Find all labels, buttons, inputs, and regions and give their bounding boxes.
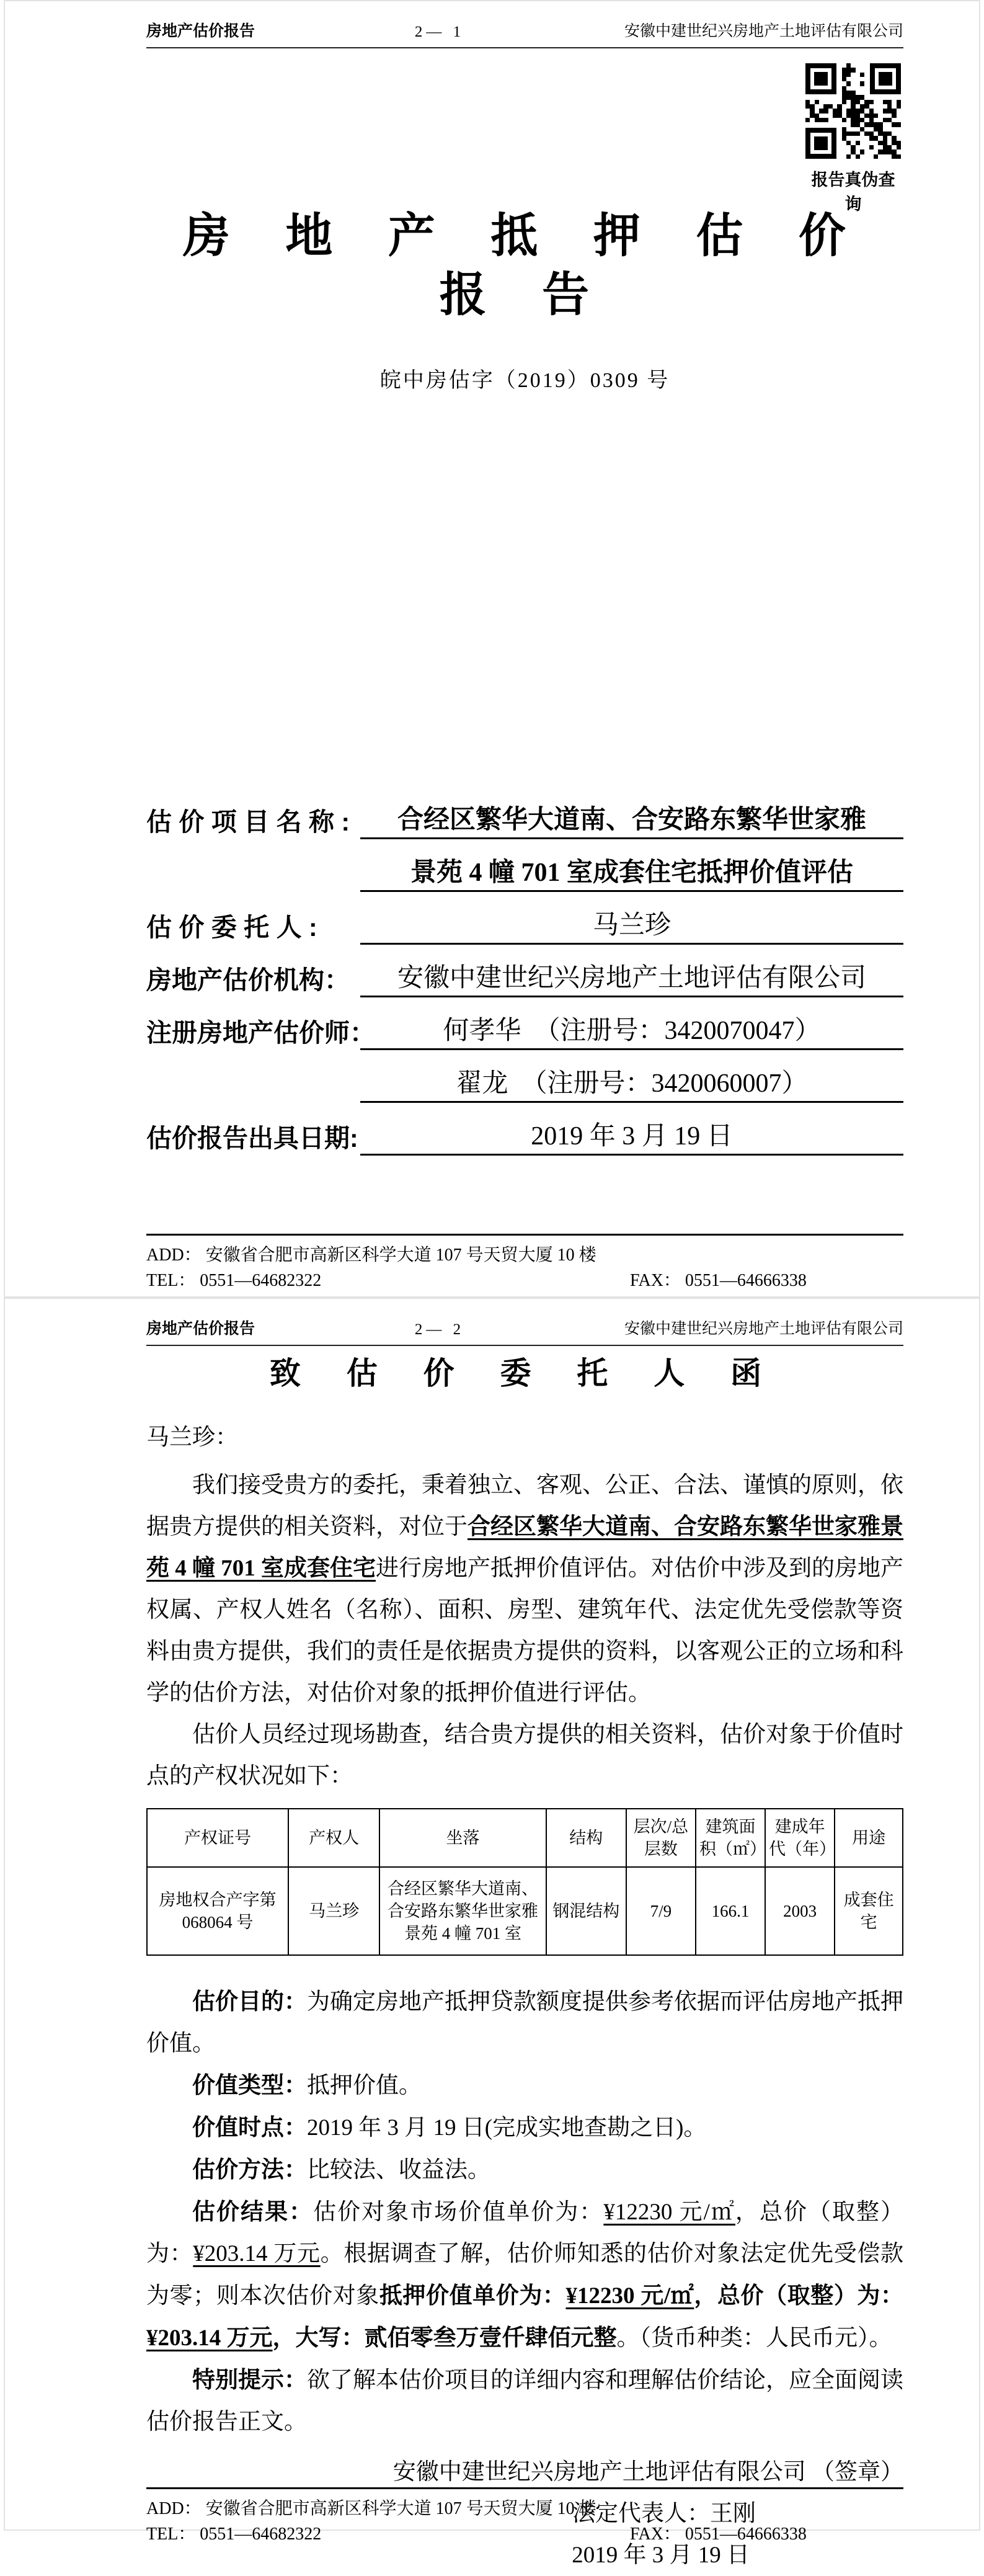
cell-location: 合经区繁华大道南、合安路东繁华世家雅景苑 4 幢 701 室 <box>379 1867 546 1955</box>
salutation: 马兰珍： <box>146 1425 238 1450</box>
mortgage-price-label: 抵押价值单价为： <box>379 2283 566 2308</box>
intro-text-2: 进行房地产抵押价值评估。对估价中涉及到的房地产权属、产权人姓名（名称）、面积、房型、建筑年代、法定优先受偿款等资料由贵方提供，我们的责任是依据贵方提供的资料，以客观公正的立场和科学的估价方法，对估价对象的抵押价值进行评估。 <box>146 1556 903 1706</box>
appraiser-value-1: 何孝华 （注册号：3420070047） <box>360 1014 903 1050</box>
market-total-price: ¥203.14 万元 <box>193 2241 321 2266</box>
cell-certificate: 房地权合产字第 068064 号 <box>147 1867 288 1955</box>
result-text-3: 。根据调查了解，估价师知悉的估价对象法定优先受偿款为零；则本次估价对象 <box>146 2241 904 2309</box>
project-name-row <box>146 803 903 839</box>
method-text: 比较法、收益法。 <box>307 2157 490 2183</box>
purpose-text: 为确定房地产抵押贷款额度提供参考依据而评估房地产抵押价值。 <box>146 1989 903 2056</box>
letter-to-client-page <box>4 1298 980 2568</box>
value-type-text: 抵押价值。 <box>307 2073 422 2098</box>
client-label: 估 价 委 托 人 : <box>146 913 317 942</box>
result-label: 估价结果： <box>192 2199 314 2224</box>
project-name-value-line1: 合经区繁华大道南、合安路东繁华世家雅 <box>360 803 903 839</box>
signature-date: 2019 年 3 月 19 日 <box>572 2543 750 2568</box>
intro-paragraph <box>146 1464 903 1714</box>
page-header <box>146 1299 903 1346</box>
value-type-line <box>146 2064 903 2106</box>
issue-date-label: 估价报告出具日期: <box>146 1124 358 1152</box>
header-company-name: 安徽中建世纪兴房地产土地评估有限公司 <box>624 1321 903 1337</box>
appraiser-label: 注册房地产估价师： <box>146 1018 375 1047</box>
appraiser-row-2 <box>146 1066 903 1103</box>
method-label: 估价方法： <box>192 2157 307 2182</box>
valuation-items <box>146 1981 903 2191</box>
col-header-year: 建成年代（年） <box>765 1809 835 1867</box>
footer-tel: TEL： 0551—64682322 <box>146 2525 322 2544</box>
footer-address: ADD： 安徽省合肥市高新区科学大道 107 号天贸大厦 10 楼 <box>146 2499 596 2518</box>
agency-label: 房地产估价机构： <box>146 966 350 994</box>
purpose-label: 估价目的： <box>192 1989 307 2014</box>
client-row <box>146 908 903 945</box>
agency-value: 安徽中建世纪兴房地产土地评估有限公司 <box>360 961 903 997</box>
table-header-row <box>147 1809 903 1867</box>
footer-fax: FAX： 0551—64666338 <box>630 1271 807 1290</box>
report-cover-page <box>4 0 980 1298</box>
signature-representative: 法定代表人：王刚 <box>572 2501 756 2526</box>
col-header-use: 用途 <box>835 1809 903 1867</box>
table-row <box>147 1867 903 1955</box>
signature-company: 安徽中建世纪兴房地产土地评估有限公司 （签章） <box>392 2459 903 2485</box>
result-text-4: 。（货币种类：人民币元）。 <box>616 2325 892 2351</box>
mortgage-unit-price: ¥12230 元/㎡ <box>565 2283 694 2309</box>
purpose-line <box>146 1981 903 2064</box>
mortgage-total-price: ¥203.14 万元 <box>146 2325 273 2351</box>
mortgage-total-label: ，总价（取整）为： <box>694 2283 904 2308</box>
col-header-floor: 层次/总层数 <box>626 1809 696 1867</box>
page-footer <box>146 1234 903 1291</box>
col-header-owner: 产权人 <box>288 1809 379 1867</box>
cell-structure: 钢混结构 <box>546 1867 626 1955</box>
value-date-label: 价值时点： <box>192 2115 307 2140</box>
property-rights-table <box>146 1808 903 1956</box>
qr-finder-top-right <box>870 63 901 94</box>
page-header <box>146 1 903 48</box>
cover-form <box>146 803 903 1156</box>
page-footer <box>146 2487 903 2545</box>
result-text-1: 估价对象市场价值单价为： <box>313 2199 604 2225</box>
intro-text-1: 我们接受贵方的委托，秉着独立、客观、公正、合法、谨慎的原则，依据贵方提供的相关资料，对位于 <box>146 1473 903 1540</box>
value-type-label: 价值类型： <box>192 2072 307 2098</box>
cell-use: 成套住宅 <box>835 1867 903 1955</box>
qr-block <box>805 63 901 215</box>
result-text-2: ，总价（取整）为： <box>146 2199 904 2266</box>
report-title: 房 地 产 抵 押 估 价 报 告 <box>182 210 867 321</box>
col-header-certificate: 产权证号 <box>147 1809 288 1867</box>
qr-finder-bottom-left <box>805 128 836 159</box>
qr-caption: 报告真伪查询 <box>811 171 895 213</box>
header-company-name: 安徽中建世纪兴房地产土地评估有限公司 <box>624 23 903 40</box>
cell-owner: 马兰珍 <box>288 1867 379 1955</box>
appraiser-row-1 <box>146 1014 903 1050</box>
report-doc-number: 皖中房估字（2019）0309 号 <box>379 369 670 392</box>
header-doc-type: 房地产估价报告 <box>146 1321 255 1337</box>
method-line <box>146 2149 903 2191</box>
cell-floor: 7/9 <box>626 1867 696 1955</box>
property-name-highlight: 合经区繁华大道南、合安路东繁华世家雅景苑 4 幢 701 室成套住宅 <box>146 1514 903 1581</box>
survey-paragraph: 估价人员经过现场勘查，结合贵方提供的相关资料，估价对象于价值时点的产权状况如下： <box>146 1722 903 1789</box>
footer-contact-line <box>146 2523 903 2545</box>
header-page-number: 2— 2 <box>414 1321 465 1338</box>
project-name-label: 估 价 项 目 名 称 : <box>146 808 350 836</box>
project-name-row-2 <box>146 855 903 892</box>
letter-title: 致 估 价 委 托 人 函 <box>269 1356 781 1391</box>
special-note-paragraph <box>146 2359 903 2443</box>
col-header-area: 建筑面积（㎡） <box>696 1809 765 1867</box>
client-value: 马兰珍 <box>360 908 903 945</box>
amount-in-words: ，大写：贰佰零叁万壹仟肆佰元整 <box>272 2325 617 2350</box>
qr-code <box>805 63 901 159</box>
col-header-structure: 结构 <box>546 1809 626 1867</box>
footer-fax: FAX： 0551—64666338 <box>630 2525 807 2544</box>
footer-tel: TEL： 0551—64682322 <box>146 1271 322 1290</box>
qr-finder-top-left <box>805 63 836 94</box>
header-page-number: 2— 1 <box>414 24 465 40</box>
header-doc-type: 房地产估价报告 <box>146 23 255 40</box>
project-name-value-line2: 景苑 4 幢 701 室成套住宅抵押价值评估 <box>360 855 903 892</box>
col-header-location: 坐落 <box>379 1809 546 1867</box>
value-date-line <box>146 2106 903 2149</box>
agency-row <box>146 961 903 997</box>
cell-year: 2003 <box>765 1867 835 1955</box>
special-note-label: 特别提示： <box>192 2367 307 2392</box>
appraiser-value-2: 翟龙 （注册号：3420060007） <box>360 1066 903 1103</box>
footer-contact-line <box>146 1270 903 1291</box>
special-note-text: 欲了解本估价项目的详细内容和理解估价结论，应全面阅读估价报告正文。 <box>146 2368 903 2435</box>
issue-date-row <box>146 1119 903 1156</box>
result-paragraph <box>146 2191 903 2359</box>
value-date-text: 2019 年 3 月 19 日(完成实地查勘之日)。 <box>307 2115 707 2141</box>
market-unit-price: ¥12230 元/㎡ <box>603 2199 735 2225</box>
footer-address: ADD： 安徽省合肥市高新区科学大道 107 号天贸大厦 10 楼 <box>146 1246 596 1265</box>
cell-area: 166.1 <box>696 1867 765 1955</box>
issue-date-value: 2019 年 3 月 19 日 <box>360 1119 903 1156</box>
